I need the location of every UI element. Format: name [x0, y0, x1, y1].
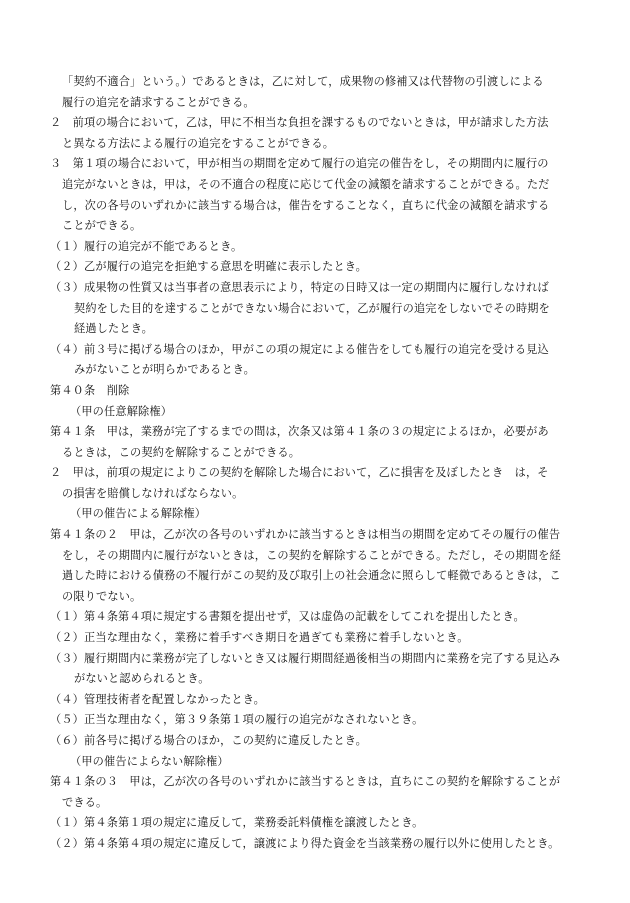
text-line: （２）第４条第４項の規定に違反して，譲渡により得た資金を当該業務の履行以外に使用したとき。 [50, 836, 560, 850]
text-line: ２ 甲は，前項の規定によりこの契約を解除した場合において，乙に損害を及ぼしたとき は，そ [50, 466, 549, 480]
document-body [50, 72, 574, 855]
text-line: 追完がないときは，甲は，その不適合の程度に応じて代金の減額を請求することができる。ただ [62, 177, 550, 191]
text-line: ２ 前項の場合において，乙は，甲に不相当な負担を課するものでないときは，甲が請求した方法 [50, 116, 549, 130]
text-line: ３ 第１項の場合において，甲が相当の期間を定めて履行の追完の催告をし，その期間内に履行の [50, 157, 549, 171]
text-line: ことができる。 [62, 219, 142, 233]
text-line: （１）履行の追完が不能であるとき。 [50, 239, 243, 253]
section-heading: （甲の任意解除権） [70, 404, 173, 418]
text-line: （２）正当な理由なく，業務に着手すべき期日を過ぎても業務に着手しないとき。 [50, 631, 469, 645]
text-line: 経過したとき。 [74, 322, 153, 336]
text-line: （２）乙が履行の追完を拒絶する意思を明確に表示したとき。 [50, 260, 368, 274]
section-heading: （甲の催告による解除権） [70, 507, 207, 521]
text-line: の限りでない。 [62, 589, 142, 603]
section-heading: （甲の催告によらない解除権） [70, 754, 229, 768]
text-line: （１）第４条第４項に規定する書類を提出せず，又は虚偽の記載をしてこれを提出したとき。 [50, 610, 525, 624]
text-line: がないと認められるとき。 [74, 672, 210, 686]
text-line: をし，その期間内に履行がないときは，この契約を解除することができる。ただし，その期間を経 [62, 548, 561, 562]
text-line: 過した時における債務の不履行がこの契約及び取引上の社会通念に照らして軽微であるときは，こ [62, 569, 561, 583]
text-line: 第４０条 削除 [50, 383, 130, 397]
text-line: （５）正当な理由なく，第３９条第１項の履行の追完がなされないとき。 [50, 713, 424, 727]
text-line: （３）成果物の性質又は当事者の意思表示により，特定の日時又は一定の期間内に履行しなければ [50, 280, 549, 294]
text-line: （３）履行期間内に業務が完了しないとき又は履行期間経過後相当の期間内に業務を完了する見込み [50, 651, 561, 665]
text-line: （１）第４条第１項の規定に違反して，業務委託料債権を譲渡したとき。 [50, 816, 424, 830]
text-line: できる。 [62, 795, 108, 809]
text-line: 第４１条の３ 甲は，乙が次の各号のいずれかに該当するときは，直ちにこの契約を解除することが [50, 775, 561, 789]
text-line: （４）前３号に掲げる場合のほか，甲がこの項の規定による催告をしても履行の追完を受ける見込 [50, 342, 549, 356]
text-line: るときは，この契約を解除することができる。 [62, 445, 301, 459]
text-line: の損害を賠償しなければならない。 [62, 486, 244, 500]
text-line: 契約をした目的を達することができない場合において，乙が履行の追完をしないでその時期を [74, 301, 550, 315]
text-line: （６）前各号に掲げる場合のほか，この契約に違反したとき。 [50, 734, 368, 747]
text-line: （４）管理技術者を配置しなかったとき。 [50, 692, 265, 706]
text-line: し，次の各号のいずれかに該当する場合は，催告をすることなく，直ちに代金の減額を請求する [62, 198, 550, 212]
text-line: 「契約不適合」という。）であるときは，乙に対して，成果物の修補又は代替物の引渡しによる [62, 75, 544, 88]
text-line: と異なる方法による履行の追完をすることができる。 [62, 136, 335, 150]
text-line: 第４１条 甲は，業務が完了するまでの間は，次条又は第４１条の３の規定によるほか，必要があ [50, 425, 549, 439]
text-line: みがないことが明らかであるとき。 [74, 363, 255, 377]
text-line: 履行の追完を請求することができる。 [62, 95, 255, 109]
text-line: 第４１条の２ 甲は，乙が次の各号のいずれかに該当するときは相当の期間を定めてその履行の催告 [50, 528, 561, 542]
